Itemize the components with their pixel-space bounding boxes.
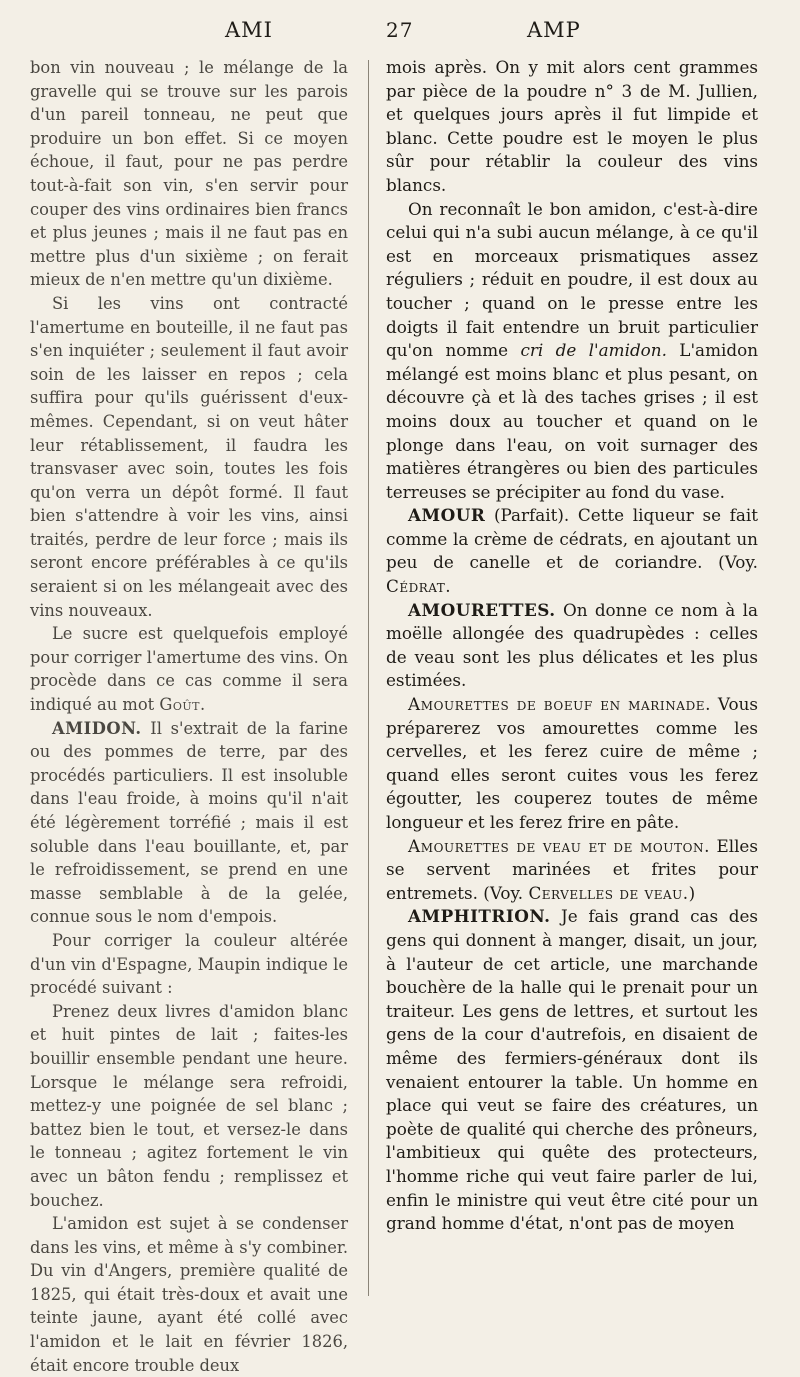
paragraph	[386, 56, 758, 198]
paragraph	[30, 1000, 348, 1212]
dictionary-entry	[386, 599, 758, 693]
entry-text: Il s'extrait de la farine ou des pommes de terre, par des procédés particuliers. Il est insoluble dans l'eau froide, à moins qu'il n'ait été légèrement torréfié ; mais il est soluble dans l'eau bouillante, et, par le refroidissement, se prend en une masse semblable à de la gelée, connue sous le nom d'empois.	[30, 718, 348, 927]
sub-entry-title: Amourettes de veau et de mouton.	[408, 835, 711, 856]
entry-text: Elles se servent marinées et frites pour entremets. (Voy.	[386, 835, 758, 903]
dictionary-entry	[30, 717, 348, 929]
sub-entry-title: Amourettes de boeuf en marinade.	[408, 694, 712, 715]
column-divider	[368, 60, 369, 1296]
paragraph	[30, 292, 348, 622]
cross-reference: Cédrat.	[386, 576, 452, 597]
entry-headword: AMPHITRION.	[408, 906, 551, 927]
dictionary-entry	[386, 905, 758, 1235]
entry-text: (Parfait). Cette liqueur se fait comme la crème de cédrats, en ajoutant un peu de canelle et de coriandre. (Voy.	[386, 505, 758, 573]
paragraph-text: L'amidon mélangé est moins blanc et plus pesant, on découvre çà et là des taches grises ; il est moins doux au toucher et quand on le plonge dans l'eau, on voit surnager des matières étrangères ou bien des particules terreuses se précipiter au fond du vase.	[386, 340, 758, 502]
paragraph-text: Le sucre est quelquefois employé pour corriger l'amertume des vins. On procède dans ce cas comme il sera indiqué au mot	[30, 624, 348, 715]
paragraph-text: Prenez deux livres d'amidon blanc et huit pintes de lait ; faites-les bouillir ensemble pendant une heure. Lorsque le mélange sera refroidi, mettez-y une poignée de sel blanc ; battez bien le tout, et versez-le dans le tonneau ; agitez fortement le vin avec un bâton fendu ; remplissez et bouchez.	[30, 1001, 348, 1210]
sub-entry	[386, 693, 758, 835]
entry-headword: AMOURETTES.	[408, 599, 556, 620]
entry-headword: AMIDON.	[52, 718, 142, 738]
paragraph	[30, 56, 348, 292]
header-left-word: AMI	[225, 18, 273, 42]
paragraph-text: bon vin nouveau ; le mélange de la gravelle qui se trouve sur les parois d'un pareil tonneau, ne peut que produire un bon effet. Si ce moyen échoue, il faut, pour ne pas perdre tout-à-fait son vin, s'en servir pour couper des vins ordinaires bien francs et plus jeunes ; mais il ne faut pas en mettre plus d'un sixième ; on ferait mieux de n'en mettre qu'un dixième.	[30, 58, 348, 290]
cross-reference: Cervelles de veau.	[528, 882, 689, 903]
running-header	[0, 18, 800, 48]
header-right-word: AMP	[527, 18, 581, 42]
paragraph	[386, 198, 758, 505]
paragraph-text: Si les vins ont contracté l'amertume en bouteille, il ne faut pas s'en inquiéter ; seulement il faut avoir soin de les laisser en repos ; cela suffira pour qu'ils guérissent d'eux-mêmes. Cependant, si on veut hâter leur rétablissement, il faudra les transvaser avec soin, toutes les fois qu'on verra un dépôt formé. Il faut bien s'attendre à voir les vins, ainsi traités, perdre de leur force ; mais ils seront encore préférables à ce qu'ils seraient si on les mélangeait avec des vins nouveaux.	[30, 293, 348, 620]
paragraph-text: L'amidon est sujet à se condenser dans les vins, et même à s'y combiner. Du vin d'Angers, première qualité de 1825, qui était très-doux et avait une teinte jaune, ayant été collé avec l'amidon et le lait en février 1826, était encore trouble deux	[30, 1214, 348, 1375]
entry-headword: AMOUR	[408, 505, 486, 526]
paragraph	[30, 1212, 348, 1377]
page-number: 27	[386, 18, 414, 42]
sub-entry	[386, 835, 758, 906]
paragraph	[30, 929, 348, 1000]
paragraph-text: mois après. On y mit alors cent grammes par pièce de la poudre n° 3 de M. Jullien, et quelques jours après il fut limpide et blanc. Cette poudre est le moyen le plus sûr pour rétablir la couleur des vins blancs.	[386, 57, 758, 195]
paragraph-text: Pour corriger la couleur altérée d'un vin d'Espagne, Maupin indique le procédé suivant :	[30, 930, 348, 998]
entry-text: Vous préparerez vos amourettes comme les cervelles, et les ferez cuire de même ; quand elles seront cuites vous les ferez égoutter, les couperez toutes de même longueur et les ferez frire en pâte.	[386, 694, 758, 832]
cross-reference: Goût.	[159, 695, 206, 715]
entry-text: On donne ce nom à la moëlle allongée des quadrupèdes : celles de veau sont les plus délicates et les plus estimées.	[386, 599, 758, 691]
right-column	[386, 56, 758, 1236]
left-column	[30, 56, 348, 1377]
closing-paren: )	[688, 882, 696, 903]
paragraph	[30, 622, 348, 716]
italic-term: cri de l'amidon.	[520, 340, 667, 361]
paragraph-text: On reconnaît le bon amidon, c'est-à-dire celui qui n'a subi aucun mélange, à ce qu'il est en morceaux prismatiques assez réguliers ; réduit en poudre, il est doux au toucher ; quand on le presse entre les doigts il fait entendre un bruit particulier qu'on nomme	[386, 198, 758, 361]
entry-text: Je fais grand cas des gens qui donnent à manger, disait, un jour, à l'auteur de cet article, une marchande bouchère de la halle qui le prenait pour un traiteur. Les gens de lettres, et surtout les gens de la cour d'autrefois, en disaient de même des fermiers-généraux dont ils venaient entourer la table. Un homme en place qui veut se faire des créatures, un poète de qualité qui cherche des prôneurs, l'ambitieux qui quête des protecteurs, l'homme riche qui veut faire parler de lui, enfin le ministre qui veut être cité pour un grand homme d'état, n'ont pas de moyen	[386, 906, 758, 1234]
dictionary-entry	[386, 504, 758, 598]
